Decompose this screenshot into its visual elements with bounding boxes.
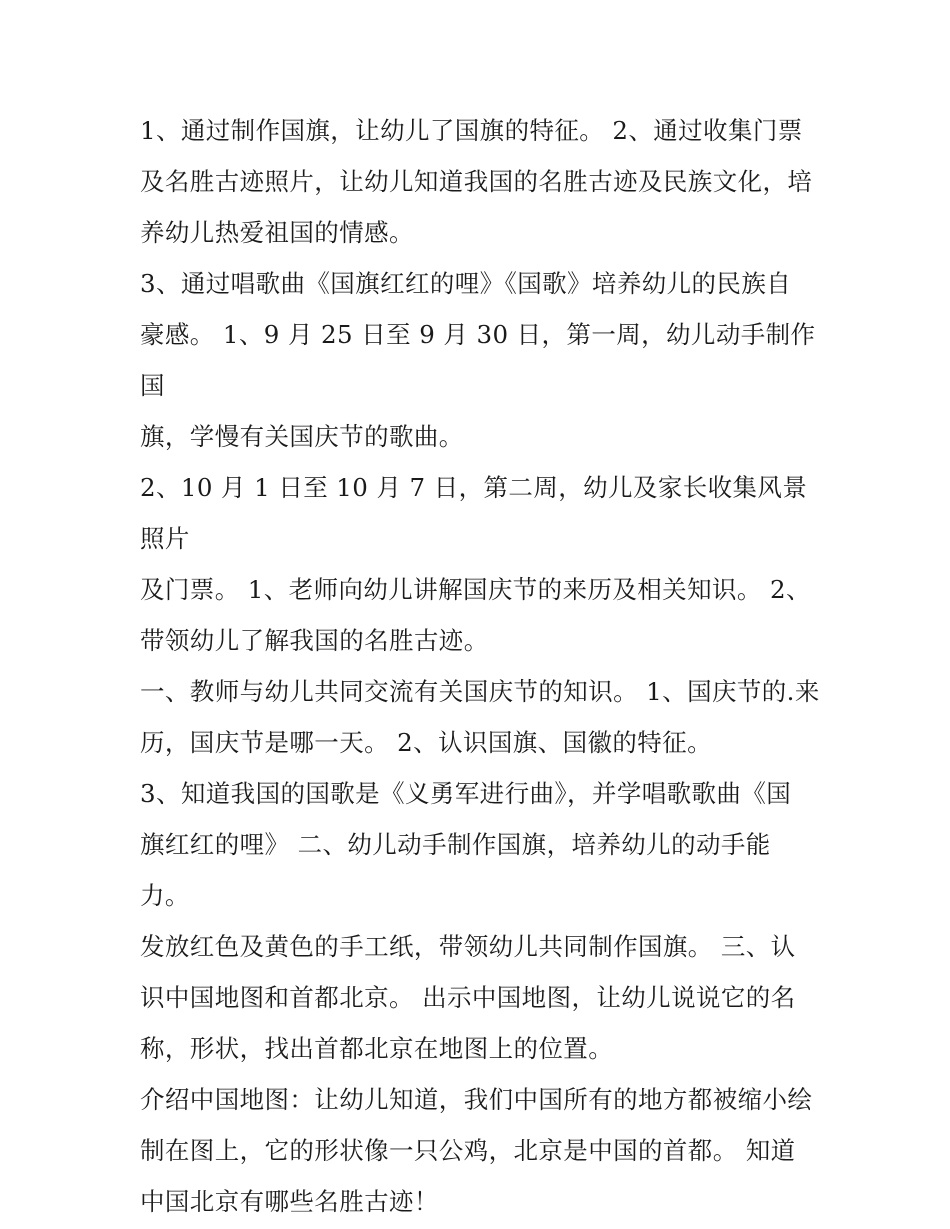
paragraph-activity-1 [140,666,820,768]
paragraph-goal-3-week-1 [140,258,820,462]
text-line: 及名胜古迹照片，让幼儿知道我国的名胜古迹及民族文化，培 [140,167,813,196]
text-line: 称，形状，找出首都北京在地图上的位置。 [140,1034,614,1063]
text-line: 一、教师与幼儿共同交流有关国庆节的知识。 1、国庆节的.来 [140,677,820,706]
text-line: 发放红色及黄色的手工纸，带领幼儿共同制作国旗。 三、认 [140,932,796,961]
text-line: 历，国庆节是哪一天。 2、认识国旗、国徽的特征。 [140,728,712,757]
text-line: 及门票。 1、老师向幼儿讲解国庆节的来历及相关知识。 2、 [140,575,811,604]
document-body [140,105,820,1227]
paragraph-activity-3 [140,921,820,1074]
paragraph-map-intro [140,1074,820,1227]
text-line: 制在图上，它的形状像一只公鸡，北京是中国的首都。 知道 [140,1136,796,1165]
text-line: 豪感。 1、9 月 25 日至 9 月 30 日，第一周，幼儿动手制作国 [140,320,816,400]
text-line: 3、知道我国的国歌是《义勇军进行曲》，并学唱歌歌曲《国 [140,779,792,808]
paragraph-activity-2 [140,768,820,921]
text-line: 旗，学慢有关国庆节的歌曲。 [140,422,464,451]
text-line: 养幼儿热爱祖国的情感。 [140,218,414,247]
text-line: 介绍中国地图：让幼儿知道，我们中国所有的地方都被缩小绘 [140,1085,813,1114]
text-line: 中国北京有哪些名胜古迹！ [140,1187,439,1216]
paragraph-goals-1-2 [140,105,820,258]
text-line: 带领幼儿了解我国的名胜古迹。 [140,626,489,655]
text-line: 旗红红的哩》 二、幼儿动手制作国旗，培养幼儿的动手能 [140,830,771,859]
paragraph-week-2 [140,462,820,666]
text-line: 力。 [140,881,190,910]
text-line: 识中国地图和首都北京。 出示中国地图，让幼儿说说它的名 [140,983,796,1012]
text-line: 3、通过唱歌曲《国旗红红的哩》《国歌》培养幼儿的民族自 [140,269,792,298]
text-line: 1、通过制作国旗，让幼儿了国旗的特征。 2、通过收集门票 [140,116,803,145]
text-line: 2、10 月 1 日至 10 月 7 日，第二周，幼儿及家长收集风景照片 [140,473,808,553]
